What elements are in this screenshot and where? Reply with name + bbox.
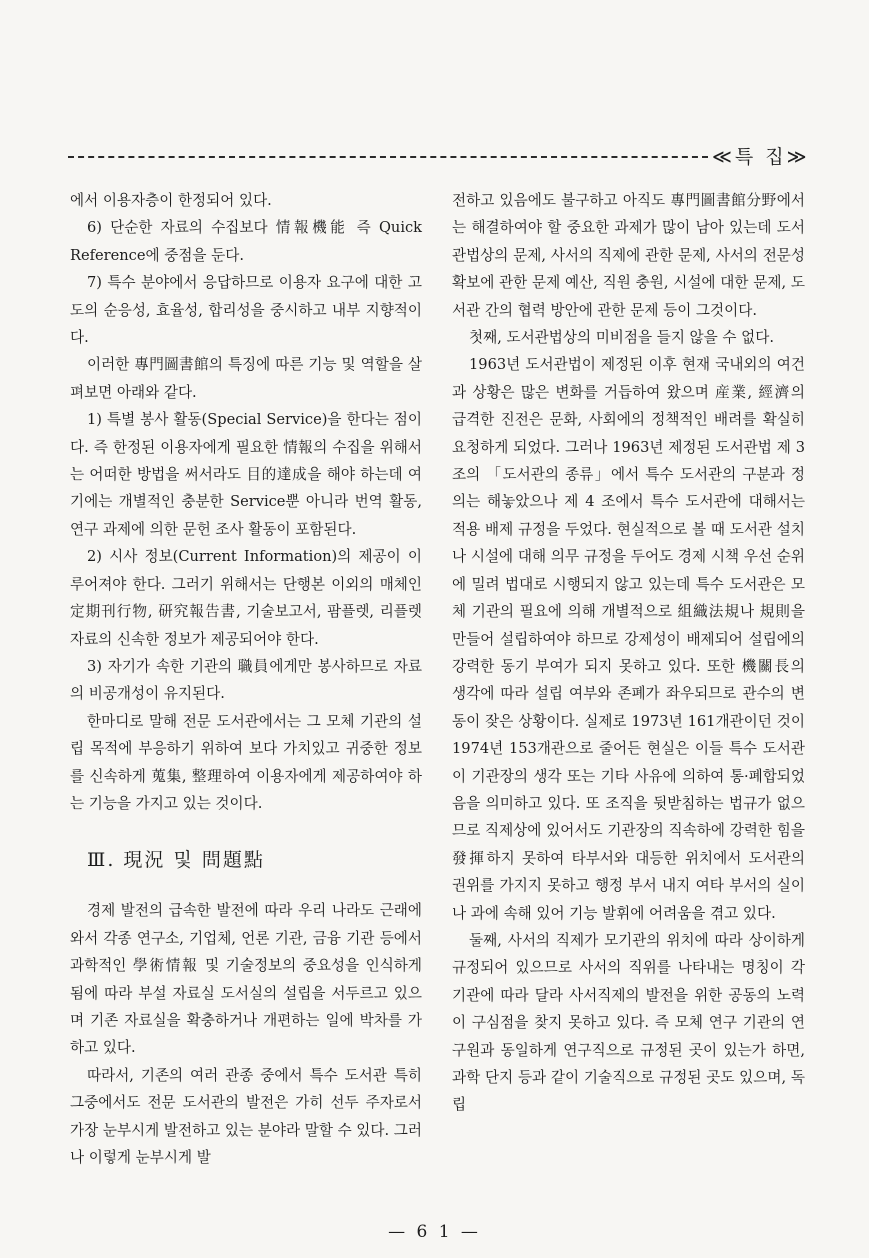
paragraph: 2) 시사 정보(Current Information)의 제공이 이루어져야 한다. 그러기 위해서는 단행본 이외의 매체인 定期刊行物, 研究報告書, 기술보고서, 팜플렛, 리플렛 자료의 신속한 정보가 제공되어야 한다. <box>70 548 422 648</box>
page-number: — 6 1 — <box>388 1222 481 1242</box>
paragraph: 한마디로 말해 전문 도서관에서는 그 모체 기관의 설립 목적에 부응하기 위하여 보다 가치있고 귀중한 정보를 신속하게 蒐集, 整理하여 이용자에게 제공하여야 하는 기능을 가지고 있는 것이다. <box>70 712 422 812</box>
paragraph: 1) 특별 봉사 활동(Special Service)을 한다는 점이다. 즉 한정된 이용자에게 필요한 情報의 수집을 위해서는 어떠한 방법을 써서라도 目的達成을 해야 하는데 여기에는 개별적인 충분한 Service뿐 아니라 번역 활동, 연구 과제에 의한 문헌 조사 활동이 포함된다. <box>70 411 422 538</box>
paragraph: 이러한 專門圖書館의 특징에 따른 기능 및 역할을 살펴보면 아래와 같다. <box>70 356 422 401</box>
section-heading: Ⅲ. 現況 및 問題點 <box>87 849 265 872</box>
header-dashed-rule <box>68 156 708 158</box>
paragraph: 6) 단순한 자료의 수집보다 情報機能 즉 Quick Reference에 중점을 둔다. <box>70 219 422 264</box>
right-column <box>452 187 805 1119</box>
paragraph: 첫째, 도서관법상의 미비점을 들지 않을 수 없다. <box>469 329 774 347</box>
paragraph: 1963년 도서관법이 제정된 이후 현재 국내외의 여건과 상황은 많은 변화를 거듭하여 왔으며 産業, 經濟의 급격한 진전은 문화, 사회에의 정책적인 배려를 확실히 요청하게 되었다. 그러나 1963년 제정된 도서관법 제 3 조의 「도서관의 종류」에서 특수 도서관의 구분과 정의는 해놓았으나 제 4 조에서 특수 도서관에 대해서는 적용 배제 규정을 두었다. 현실적으로 볼 때 도서관 설치나 시설에 대해 의무 규정을 두어도 경제 시책 우선 순위에 밀려 법대로 시행되지 않고 있는데 특수 도서관은 모체 기관의 필요에 의해 개별적으로 組織法規나 規則을 만들어 설립하여야 하므로 강제성이 배제되어 설립에의 강력한 동기 부여가 되지 못하고 있다. 또한 機關長의 생각에 따라 설립 여부와 존폐가 좌우되므로 관수의 변동이 잦은 상황이다. 실제로 1973년 161개관이던 것이 1974년 153개관으로 줄어든 현실은 이들 특수 도서관이 기관장의 생각 또는 기타 사유에 의하여 통·폐합되었음을 의미하고 있다. 또 조직을 뒷받침하는 법규가 없으므로 직제상에 있어서도 기관장의 직속하에 강력한 힘을 發揮하지 못하여 타부서와 대등한 위치에서 도서관의 권위를 가지지 못하고 행정 부서 내지 여타 부서의 실이나 과에 속해 있어 기능 발휘에 어려움을 겪고 있다. <box>452 356 805 922</box>
paragraph: 따라서, 기존의 여러 관종 중에서 특수 도서관 특히 그중에서도 전문 도서관의 발전은 가히 선두 주자로서 가장 눈부시게 발전하고 있는 분야라 말할 수 있다. 그러나 이렇게 눈부시게 발 <box>70 1066 422 1166</box>
paragraph: 둘째, 사서의 직제가 모기관의 위치에 따라 상이하게 규정되어 있으므로 사서의 직위를 나타내는 명칭이 각 기관에 따라 달라 사서직제의 발전을 위한 공동의 노력이 구심점을 찾지 못하고 있다. 즉 모체 연구 기관의 연구원과 동일하게 연구직으로 규정된 곳이 있는가 하면, 과학 단지 등과 같이 기술직으로 규정된 곳도 있으며, 독립 <box>452 931 805 1114</box>
paragraph: 에서 이용자층이 한정되어 있다. <box>70 192 272 209</box>
section-label: ≪특 집≫ <box>712 146 810 168</box>
paragraph: 3) 자기가 속한 기관의 職員에게만 봉사하므로 자료의 비공개성이 유지된다. <box>70 657 422 703</box>
paragraph: 전하고 있음에도 불구하고 아직도 專門圖書館分野에서는 해결하여야 할 중요한 과제가 많이 남아 있는데 도서관법상의 문제, 사서의 직제에 관한 문제, 사서의 전문성 확보에 관한 문제 예산, 직원 충원, 시설에 대한 문제, 도서관 간의 협력 방안에 관한 문제 등이 그것이다. <box>452 192 805 319</box>
paragraph: 경제 발전의 급속한 발전에 따라 우리 나라도 근래에 와서 각종 연구소, 기업체, 언론 기관, 금융 기관 등에서 과학적인 學術情報 및 기술정보의 중요성을 인식하게 됨에 따라 부설 자료실 도서실의 설립을 서두르고 있으며 기존 자료실을 확충하거나 개편하는 일에 박차를 가하고 있다. <box>70 902 422 1057</box>
left-column <box>70 187 422 1171</box>
paragraph: 7) 특수 분야에서 응답하므로 이용자 요구에 대한 고도의 순응성, 효율성, 합리성을 중시하고 내부 지향적이다. <box>70 274 422 347</box>
